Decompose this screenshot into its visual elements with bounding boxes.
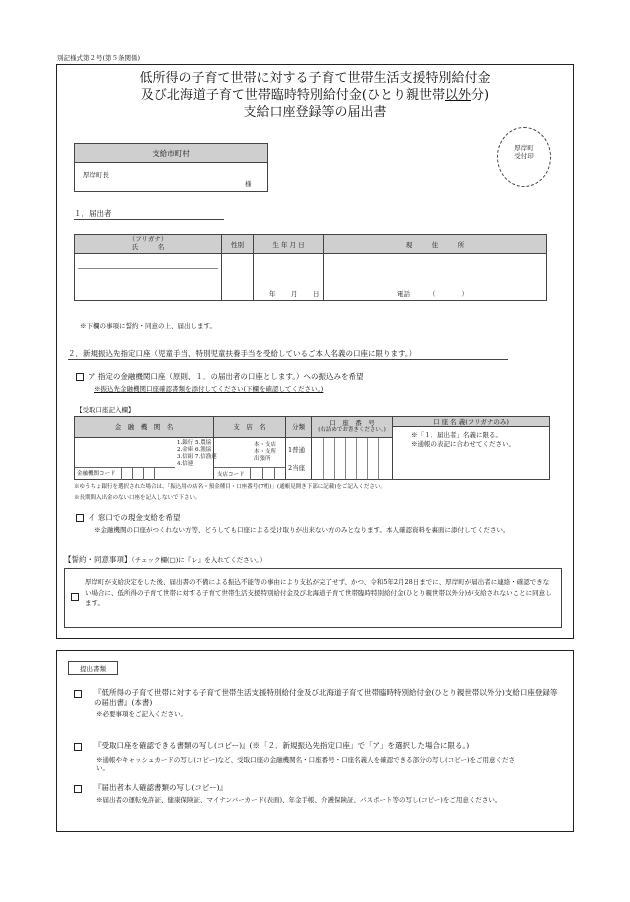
document-title: 『受取口座を確認できる書類の写し(コピー)』(※「２．新規振込先指定口座」で「ア」を選択した場合に限る。) (94, 741, 470, 750)
municipality-header: 支給市町村 (74, 143, 268, 163)
section1-heading: １．届出者 (74, 209, 112, 218)
account-holder-input[interactable]: ※「１．届出者」名義に限る。 ※通帳の表記に合わせてください。 (392, 426, 550, 480)
title-line3: 支給口座登録等の届出書 (243, 105, 387, 120)
title-line2: 及び北海道子育て世帯臨時特別給付金(ひとり親世帯以外分) (140, 88, 490, 103)
account-digit-divider (323, 438, 324, 479)
account-digit-divider (334, 438, 335, 479)
document-checkbox[interactable] (74, 785, 82, 793)
reception-stamp-area: 厚岸町 受付印 (497, 127, 551, 187)
municipality-recipient-box (74, 162, 268, 192)
phone-input[interactable]: （ ） (429, 290, 468, 298)
address-input[interactable] (323, 253, 547, 301)
gender-header: 性別 (221, 234, 254, 254)
pledge-box (64, 568, 562, 628)
document-item (74, 688, 564, 718)
form-number: 別記様式第２号(第５条関係) (57, 54, 141, 62)
section1-note: ※下欄の事項に誓約・同意の上、届出します。 (80, 322, 216, 330)
document-item (74, 741, 564, 773)
option-a-checkbox[interactable] (76, 373, 84, 381)
bank-code-divider (75, 467, 175, 468)
bank-code-divider (132, 468, 133, 480)
account-number-input[interactable] (311, 437, 393, 480)
account-digit-divider (356, 438, 357, 479)
account-digit-divider (378, 438, 379, 479)
branch-code-divider (250, 468, 251, 480)
option-b-checkbox[interactable] (76, 514, 84, 522)
pledge-checkbox[interactable] (71, 593, 79, 601)
gender-input[interactable] (221, 253, 254, 301)
document-note: ※届出者の運転免許証、健康保険証、マイナンバーカード(表面)、年金手帳、介護保険証、パスポート等の写し(コピー)をご用意ください。 (96, 795, 502, 804)
municipality-recipient: 厚岸町長 (83, 171, 109, 179)
address-header: 現 住 所 (323, 234, 547, 254)
option-b: イ 窓口での現金支給を希望 (76, 513, 180, 523)
document-checkbox[interactable] (74, 743, 82, 751)
document-note: ※必要事項をご記入ください。 (96, 709, 187, 718)
branch-code-divider (262, 468, 263, 480)
dormant-note: ※長期間入出金のない口座を記入しないで下さい。 (74, 495, 201, 501)
option-a: ア 指定の金融機関口座（原則、１．の届出者の口座とします。）への振込みを希望 (76, 372, 364, 382)
title-line1: 低所得の子育て世帯に対する子育て世帯生活支援特別給付金 (139, 71, 491, 86)
bank-code-label: 金融機関コード (77, 471, 116, 477)
branch-code-divider (274, 468, 275, 480)
name-input[interactable] (74, 253, 222, 301)
branch-name-header: 支 店 名 (213, 416, 286, 438)
bank-code-divider (143, 468, 144, 480)
document-note: ※通帳やキャッシュカードの写し(コピー)など、受取口座の金融機関名・口座番号・口座名義人を確認できる部分の写し(コピー)をご用意ください。 (96, 755, 515, 773)
account-table-label: 【受取口座記入欄】 (76, 406, 135, 414)
account-digit-divider (367, 438, 368, 479)
section2-heading: ２．新規振込先指定口座（児童手当、特別児童扶養手当を受給しているご本人名義の口座に限ります。） (68, 349, 417, 358)
birthdate-input[interactable]: 年 月 日 (253, 253, 324, 301)
birthdate-header: 生 年 月 日 (253, 234, 324, 254)
pledge-text: 厚岸町が支給決定をした後、届出書の不備による振込不能等の事由により支払が完了せず、かつ、令和5年2月28日までに、厚岸町が届出者に連絡・確認できない場合に、低所得の子育て世帯に対する子育て世帯生活支援特別給付金及び北海道子育て世帯臨時特別給付金(ひとり親世帯以外分)が支給されないことに同意します。 (85, 578, 552, 607)
yucho-note: ※ゆうちょ銀行を選択された場合は、「振込用の店名・預金種目・口座番号(7桁)」(通帳見開き下部に記載)をご記入ください。 (74, 484, 386, 490)
account-number-header: 口 座 番 号 (右詰めでお書きください。) (311, 416, 393, 438)
section2-underline (68, 359, 508, 360)
form-title (56, 70, 574, 121)
documents-header: 提出書類 (68, 661, 118, 675)
account-digit-divider (345, 438, 346, 479)
option-b-note: ※金融機関の口座がつくれない方等、どうしても口座による受け取りが出来ない方のみとなります。本人確認資料を裏面に添付してください。 (94, 526, 510, 534)
section1-underline (74, 219, 224, 220)
account-type-header: 分類 (285, 416, 312, 438)
furigana-divider (78, 268, 218, 269)
document-title: 『低所得の子育て世帯に対する子育て世帯生活支援特別給付金及び北海道子育て世帯臨時特別給付金(ひとり親世帯以外分)支給口座登録等の届出書』(本書) (94, 688, 558, 707)
pledge-heading: 【誓約・同意事項】（チェック欄(□)に『レ』を入れてください。） (64, 555, 267, 564)
honorific: 様 (245, 180, 252, 188)
account-type-input[interactable]: 1普通 2当座 (285, 437, 312, 480)
phone-label: 電話 (397, 290, 410, 298)
branch-code-label: 支店コード (217, 472, 245, 478)
branch-name-input[interactable]: 本・支店 本・支所 出張所 支店コード (213, 437, 286, 480)
option-a-note: ※振込先金融機関口座確認書類を添付してください(下欄を確認してください。) (94, 385, 324, 393)
document-title: 『届出者本人確認書類の写し(コピー)』 (94, 783, 228, 792)
furigana-name-header: （フリガナ） 氏 名 (74, 234, 222, 254)
account-holder-header: 口 座 名 義(フリガナのみ) (392, 416, 550, 427)
document-checkbox[interactable] (74, 690, 82, 698)
bank-code-divider (154, 468, 155, 480)
document-item (74, 783, 564, 804)
bank-name-header: 金 融 機 関 名 (74, 416, 214, 438)
bank-name-input[interactable]: 1.銀行 2.金庫 3.信組 4.信連 5.農協 6.漁協 7.信漁連 金融機関コード (74, 437, 214, 480)
